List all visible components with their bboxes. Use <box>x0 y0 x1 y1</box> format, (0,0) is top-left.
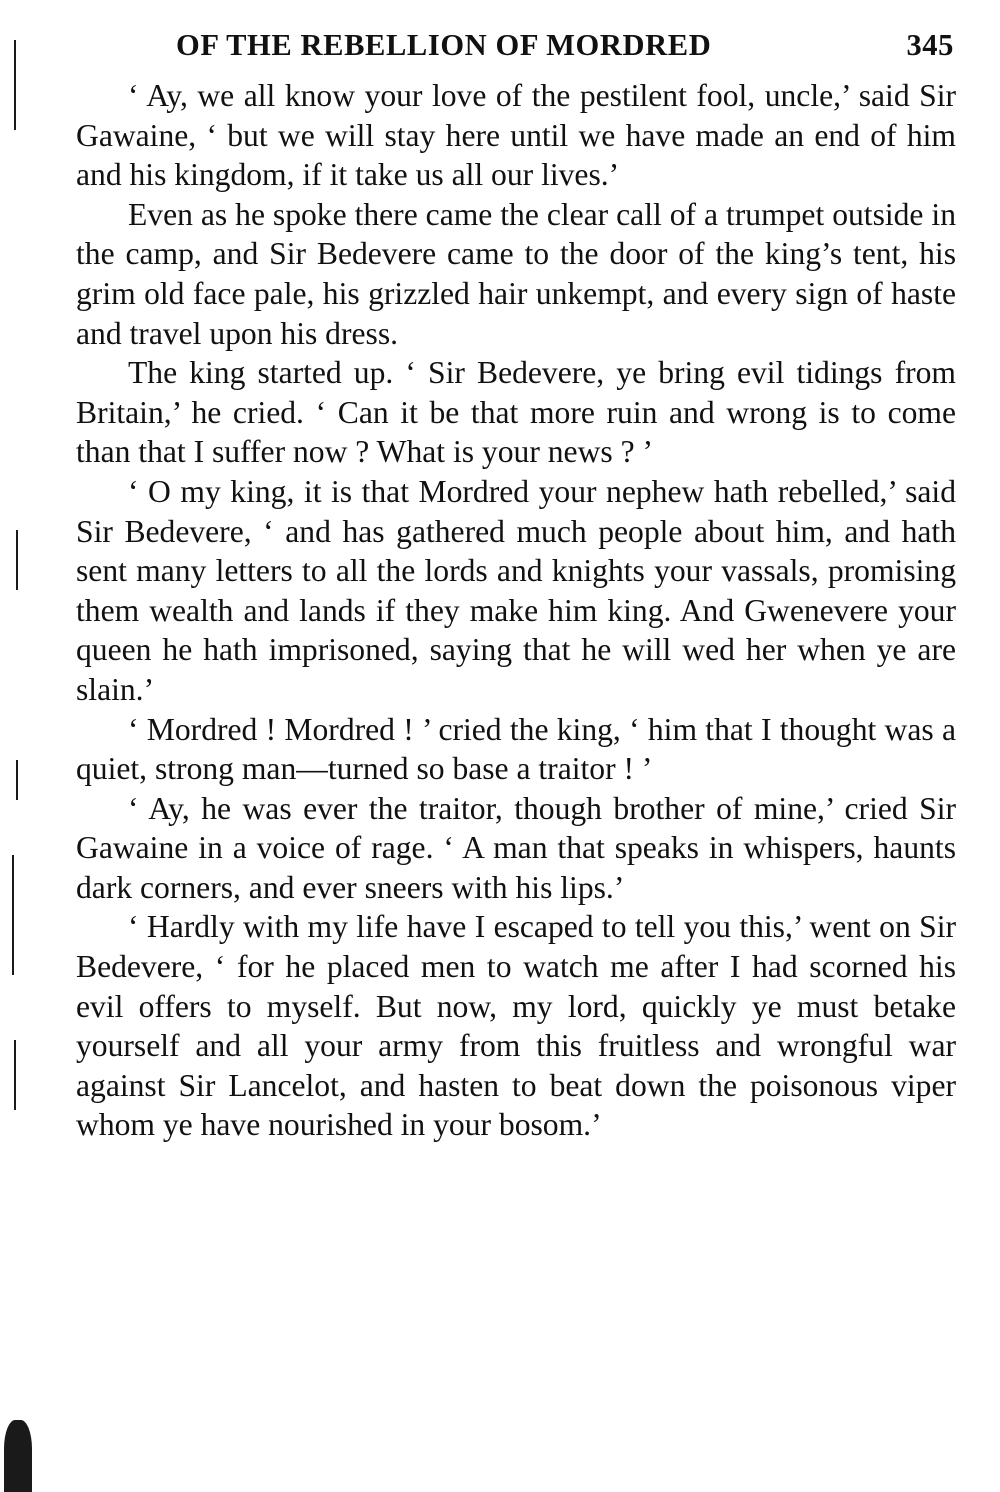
scan-edge-line <box>16 760 18 800</box>
scan-edge-line <box>12 855 14 975</box>
scan-edge-mark <box>4 1420 32 1492</box>
chapter-title: OF THE REBELLION OF MORDRED <box>176 28 712 62</box>
paragraph: ‘ Ay, we all know your love of the pestilent fool, uncle,’ said Sir Gawaine, ‘ but we will stay here until we have made an end of him and his kingdom, if it take us all our lives.’ <box>76 78 956 193</box>
body-text <box>76 76 956 1145</box>
paragraph: The king started up. ‘ Sir Bedevere, ye bring evil tidings from Britain,’ he cried. ‘ Can it be that more ruin and wrong is to come than that I suffer now ? What is your news ? ’ <box>76 355 956 470</box>
scan-edge-line <box>16 530 18 590</box>
book-page <box>76 26 956 1466</box>
page-number: 345 <box>906 28 954 62</box>
scan-edge-line <box>14 40 16 130</box>
running-head <box>76 26 956 76</box>
paragraph: ‘ Ay, he was ever the traitor, though brother of mine,’ cried Sir Gawaine in a voice of rage. ‘ A man that speaks in whispers, haunts dark corners, and ever sneers with his lips.’ <box>76 790 956 905</box>
scan-edge-line <box>14 1040 16 1110</box>
paragraph: ‘ Hardly with my life have I escaped to tell you this,’ went on Sir Bedevere, ‘ for he placed men to watch me after I had scorned his evil offers to myself. But now, my lord, quickly ye must betake yourself and all your army from this fruitless and wrongful war against Sir Lancelot, and hasten to beat down the poisonous viper whom ye have nourished in your bosom.’ <box>76 909 956 1143</box>
paragraph: ‘ Mordred ! Mordred ! ’ cried the king, ‘ him that I thought was a quiet, strong man—turned so base a traitor ! ’ <box>76 711 956 787</box>
paragraph: ‘ O my king, it is that Mordred your nephew hath rebelled,’ said Sir Bedevere, ‘ and has gathered much people about him, and hath sent many letters to all the lords and knights your vassals, promising them wealth and lands if they make him king. And Gwenevere your queen he hath imprisoned, saying that he will wed her when ye are slain.’ <box>76 473 956 707</box>
paragraph: Even as he spoke there came the clear call of a trumpet outside in the camp, and Sir Bedevere came to the door of the king’s tent, his grim old face pale, his grizzled hair unkempt, and every sign of haste and travel upon his dress. <box>76 196 956 351</box>
